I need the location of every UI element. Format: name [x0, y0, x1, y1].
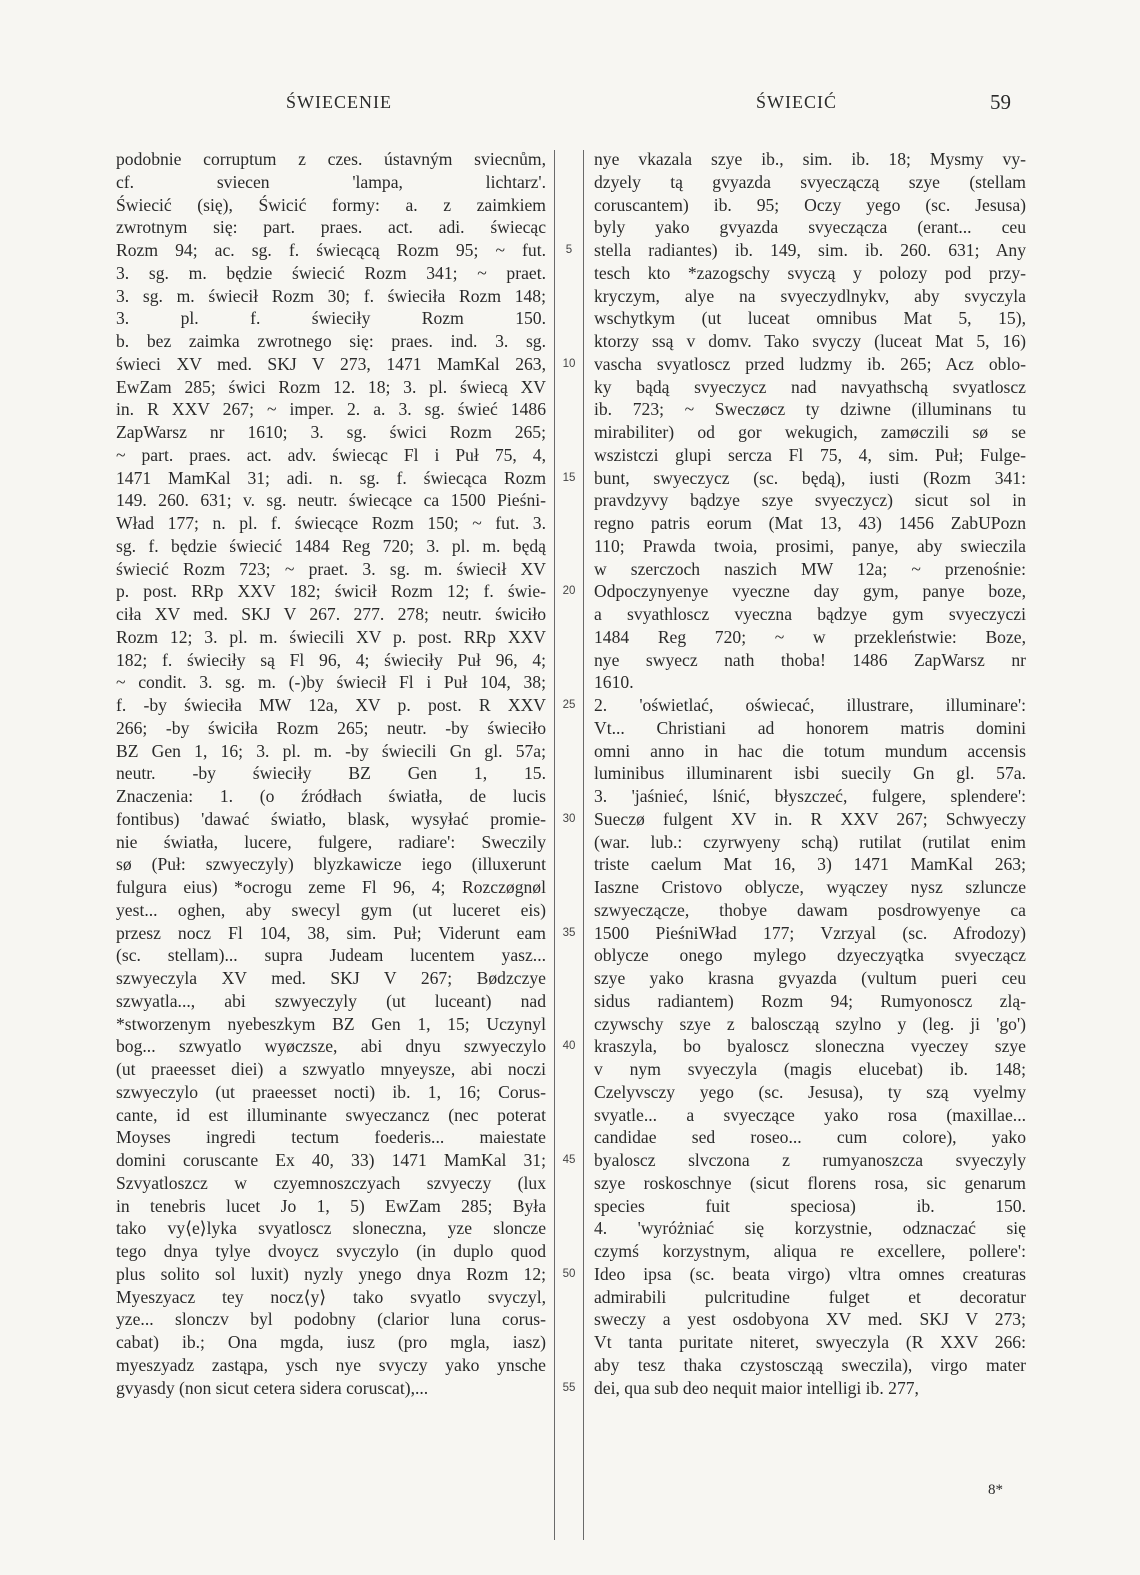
text-line: EwZam 285; świci Rozm 12. 18; 3. pl. świecą XV — [116, 376, 546, 397]
text-line: cante, id est illuminante swyeczancz (nec poterat — [116, 1104, 546, 1125]
text-line: oblycze onego mylego dzyeczyątka svyeczącz — [594, 945, 1026, 966]
text-line: ky bądą svyeczycz nad navyathschą svyatloscz — [594, 376, 1026, 397]
text-line: bog... szwyatlo wyøczsze, abi dnyu szwyeczylo — [116, 1036, 546, 1057]
text-line: svyatle... a svyeczące yako rosa (maxillae... — [594, 1104, 1026, 1125]
text-line: b. bez zaimka zwrotnego się: praes. ind. 3. sg. — [116, 331, 546, 351]
text-line: nie światła, lucere, fulgere, radiare': Sweczily — [116, 831, 546, 852]
text-line: byly yako gvyazda svyeczącza (erant... ceu — [594, 217, 1026, 238]
text-line: 266; -by świciła Rozm 265; neutr. -by świeciło — [116, 717, 546, 738]
text-line: szwyeczączе, thobye dawam posdrowyenye ca — [594, 899, 1026, 920]
text-line: świecić Rozm 723; ~ praet. 3. sg. m. świecił XV — [116, 558, 546, 579]
text-line: Vt... Christiani ad honorem matris domini — [594, 717, 1026, 738]
line-number: 5 — [565, 244, 573, 256]
text-line: pravdzyvy bądzye szye svyeczycz) sicut sol in — [594, 490, 1026, 511]
text-line: a svyathloscz vyeczna bądzye gym svyeczyczi — [594, 604, 1026, 624]
text-line: sg. f. będzie świecić 1484 Reg 720; 3. pl. m. będą — [116, 535, 546, 556]
text-line: cabat) ib.; Ona mgda, iusz (pro mgla, iasz) — [116, 1332, 546, 1352]
text-line: omni anno in hac die totum mundum accensis — [594, 740, 1026, 761]
text-line: szye yako krasna gvyazda (vultum pueri ceu — [594, 968, 1026, 988]
text-line: sø (Puł: szwyeczyly) blyzkawicze iego (illuxerunt — [116, 854, 546, 875]
text-line: 3. sg. m. będzie świecić Rozm 341; ~ praet. — [116, 262, 546, 283]
text-line: ~ part. praes. act. adv. świecąc Fl i Puł 75, 4, — [116, 444, 546, 465]
text-line: w szerczoch naszich MW 12a; ~ przenośnie: — [594, 558, 1026, 579]
line-number: 20 — [562, 585, 576, 598]
text-line: wszistczi glupi sercza Fl 75, 4, sim. Puł; Fulge- — [594, 444, 1026, 465]
text-line: wschytkym (ut luceat omnibus Mat 5, 15), — [594, 308, 1026, 329]
left-text-column — [116, 148, 546, 1399]
text-line: 3. 'jaśnieć, lśnić, błyszczeć, fulgere, splendere': — [594, 786, 1026, 806]
line-number: 35 — [562, 926, 576, 939]
text-line: 1484 Reg 720; ~ w przekleństwie: Boze, — [594, 626, 1026, 647]
text-line: in tenebris lucet Jo 1, 5) EwZam 285; Była — [116, 1195, 546, 1216]
text-line: 3. sg. m. świecił Rozm 30; f. świeciła Rozm 148; — [116, 285, 546, 306]
text-line: szye roskoschnye (sicut florens rosa, sic genarum — [594, 1172, 1026, 1193]
text-line: cf. sviecen 'lampa, lichtarz'. — [116, 171, 546, 192]
text-line: sidus radiantem) Rozm 94; Rumyonoscz zlą- — [594, 990, 1026, 1011]
text-line: szwyatla..., abi szwyeczyly (ut luceant) nad — [116, 990, 546, 1011]
text-line: coruscantem) ib. 95; Oczy yego (sc. Jesusa) — [594, 194, 1026, 215]
text-line: kraszyla, bo byalosсz sloneczna vyeczey szye — [594, 1036, 1026, 1057]
text-line: dei, qua sub deo nequit maior intelligi ib. 277, — [594, 1377, 919, 1398]
text-line: kryczym, alye na svyeczydlnykv, aby svyczyla — [594, 285, 1026, 306]
text-line: myeszyadz zastąpa, ysch nye svyczy yako ynsche — [116, 1354, 546, 1375]
text-line: tego dnya tylye dvoycz svyczylo (in duplo quod — [116, 1241, 546, 1261]
text-line: podobnie corruptum z czes. ústavným sviecnům, — [116, 149, 546, 169]
right-text-column — [594, 148, 1026, 1399]
text-line: szwyeczylo (ut praeesset nocti) ib. 1, 16; Corus- — [116, 1081, 546, 1102]
text-line: triste caelum Mat 16, 3) 1471 MamKal 263; — [594, 854, 1026, 875]
text-line: (war. lub.: czyrwyeny schą) rutilat (rutilat enim — [594, 831, 1026, 852]
text-line: candidae sed roseo... cum colore), yako — [594, 1127, 1026, 1148]
text-line: regno patris eorum (Mat 13, 43) 1456 ZabUPozn — [594, 513, 1026, 533]
text-line: nye swyecz nath thoba! 1486 ZapWarsz nr — [594, 649, 1026, 670]
text-line: (sc. stellam)... supra Judeam lucentem yasz... — [116, 945, 546, 966]
text-line: tako vy⟨e⟩lyka svyatloscz sloneczna, yze sloncze — [116, 1218, 546, 1239]
text-line: Szvyatloszcz w czyemnoszczyach szvyeczy (lux — [116, 1172, 546, 1193]
line-number: 25 — [562, 699, 576, 711]
text-line: nye vkazala szye ib., sim. ib. 18; Mysmy vy- — [594, 149, 1026, 169]
text-line: stella radiantes) ib. 149, sim. ib. 260. 631; Any — [594, 240, 1026, 260]
text-line: Sueczø fulgent XV in. R XXV 267; Schwyeczy — [594, 808, 1026, 829]
text-line: zwrotnym się: part. praes. act. adi. świecąc — [116, 217, 546, 238]
text-line: Rozm 94; ac. sg. f. świecącą Rozm 95; ~ fut. — [116, 240, 546, 260]
line-number: 15 — [562, 471, 576, 484]
line-number: 50 — [562, 1267, 576, 1280]
header-right-title: ŚWIECIĆ — [756, 92, 837, 112]
text-line: 110; Prawda twoia, prosimi, panye, aby swieczila — [594, 535, 1026, 556]
text-line: świeci XV med. SKJ V 273, 1471 MamKal 263, — [116, 353, 546, 374]
line-number: 10 — [562, 357, 576, 370]
text-line: fontibus) 'dawać światło, blask, wysyłać promie- — [116, 808, 546, 829]
running-header — [0, 92, 1140, 122]
text-line: Vt tanta puritate niteret, swyeczyla (R XXV 266: — [594, 1332, 1026, 1352]
text-line: Świecić (się), Świcić formy: a. z zaimkiem — [116, 194, 546, 215]
text-line: luminibus illuminarent isbi suecily Gn gl. 57a. — [594, 763, 1026, 784]
text-line: f. -by świeciła MW 12a, XV p. post. R XXV — [116, 695, 546, 715]
text-line: p. post. RRp XXV 182; świcił Rozm 12; f. świe- — [116, 581, 546, 602]
text-line: in. R XXV 267; ~ imper. 2. a. 3. sg. świeć 1486 — [116, 399, 546, 420]
text-line: plus solito sol luxit) nyzly ynego dnya Rozm 12; — [116, 1263, 546, 1284]
line-number-gutter — [556, 148, 582, 1538]
signature-mark: 8* — [988, 1482, 1003, 1498]
text-line: 149. 260. 631; v. sg. neutr. świecące ca 1500 Pieśni- — [116, 490, 546, 511]
text-line: tesch kto *zazogschy svyczą y polozy pod przy- — [594, 262, 1026, 283]
text-line: neutr. -by świeciły BZ Gen 1, 15. — [116, 763, 546, 784]
text-line: Moyses ingredi tectum foederis... maiestate — [116, 1127, 546, 1148]
column-rule-right — [583, 150, 584, 1540]
text-line: Odpoczynyenye vyeczne day gym, panye boze, — [594, 581, 1026, 602]
text-line: v nym svyeczyla (magis elucebat) ib. 148; — [594, 1059, 1026, 1079]
text-line: species fuit speciosa) ib. 150. — [594, 1195, 1026, 1216]
page-number: 59 — [990, 90, 1011, 114]
line-number: 45 — [562, 1154, 576, 1166]
text-line: Wład 177; n. pl. f. świecące Rozm 150; ~ fut. 3. — [116, 513, 546, 533]
text-line: Rozm 12; 3. pl. m. świecili XV p. post. RRp XXV — [116, 626, 546, 647]
text-line: mirabiliter) od gor wekugich, zamøczili sø se — [594, 422, 1026, 442]
text-line: BZ Gen 1, 16; 3. pl. m. -by świecili Gn gl. 57a; — [116, 740, 546, 761]
text-line: 182; f. świeciły są Fl 96, 4; świeciły Puł 96, 4; — [116, 649, 546, 670]
text-line: Iaszne Cristovo oblycze, wyączey nysz szluncze — [594, 877, 1026, 897]
text-line: ZapWarsz nr 1610; 3. sg. świci Rozm 265; — [116, 422, 546, 442]
text-line: bunt, swyeczycz (sc. będą), iusti (Rozm 341: — [594, 467, 1026, 488]
text-line: dzyely tą gvyazda svyeczączą szye (stellam — [594, 171, 1026, 192]
text-line: 1471 MamKal 31; adi. n. sg. f. świecąca Rozm — [116, 467, 546, 488]
line-number: 55 — [562, 1381, 576, 1394]
text-line: *stworzenym nyebeszkym BZ Gen 1, 15; Uczynyl — [116, 1013, 546, 1034]
text-line: czymś korzystnym, aliqua re excellere, pollere': — [594, 1241, 1026, 1261]
text-line: yest... oghen, aby swecyl gym (ut luceret eis) — [116, 899, 546, 920]
text-line: ktorzy ssą v domv. Tako svyczy (luceat Mat 5, 16) — [594, 331, 1026, 351]
text-line: admirabili pulcritudine fulget et decoratur — [594, 1286, 1026, 1307]
text-line: 1500 PieśniWład 177; Vzrzyal (sc. Afrodozy) — [594, 922, 1026, 943]
text-line: yze... slonczv byl podobny (clarior luna corus- — [116, 1309, 546, 1330]
text-line: vascha svyatloscz przed ludzmy ib. 265; Acz oblo- — [594, 353, 1026, 374]
text-line: Czelyvsczy yego (sc. Jesusa), ty szą vyelmy — [594, 1081, 1026, 1102]
text-line: 4. 'wyróżniać się korzystnie, odznaczać się — [594, 1218, 1026, 1239]
text-line: Ideo ipsa (sc. beata virgo) vltra omnes creaturas — [594, 1263, 1026, 1284]
text-line: byalosсz slvczona z rumyanoszcza svyeczyly — [594, 1150, 1026, 1170]
text-line: Myeszyacz tey nocz⟨y⟩ tako svyatlo svyczyl, — [116, 1286, 546, 1307]
text-line: Znaczenia: 1. (o źródłach światła, de lucis — [116, 786, 546, 806]
text-line: ib. 723; ~ Sweczøcz ty dziwne (illuminans tu — [594, 399, 1026, 420]
text-line: gvyasdy (non sicut cetera sidera coruscat),... — [116, 1377, 429, 1398]
text-line: aby tesz thaka czystoscząą sweczila), virgo mater — [594, 1354, 1026, 1375]
text-line: 2. 'oświetlać, oświecać, illustrare, illuminare': — [594, 695, 1026, 715]
line-number: 40 — [562, 1040, 576, 1053]
text-line: (ut praeesset diei) a szwyatlo mnyeysze, abi noczi — [116, 1059, 546, 1079]
line-number: 30 — [562, 812, 576, 825]
text-line: domini coruscante Ex 40, 33) 1471 MamKal 31; — [116, 1150, 546, 1170]
text-line: ciła XV med. SKJ V 267. 277. 278; neutr. świciło — [116, 604, 546, 624]
text-line: fulgura eius) *ocrogu zeme Fl 96, 4; Rozczøgnøl — [116, 877, 546, 897]
text-line: 1610. — [594, 672, 634, 693]
text-line: ~ condit. 3. sg. m. (-)by świecił Fl i Puł 104, 38; — [116, 672, 546, 693]
text-line: sweczy a yest osdobyona XV med. SKJ V 273; — [594, 1309, 1026, 1330]
header-left-title: ŚWIECENIE — [286, 92, 392, 112]
text-line: przesz nocz Fl 104, 38, sim. Puł; Viderunt eam — [116, 922, 546, 943]
text-line: czywschy szye z baloscząą szylno y (leg. ji 'go') — [594, 1013, 1026, 1034]
column-rule-left — [554, 150, 555, 1540]
text-line: 3. pl. f. świeciły Rozm 150. — [116, 308, 546, 329]
text-line: szwyeczyla XV med. SKJ V 267; Bødzczye — [116, 968, 546, 988]
